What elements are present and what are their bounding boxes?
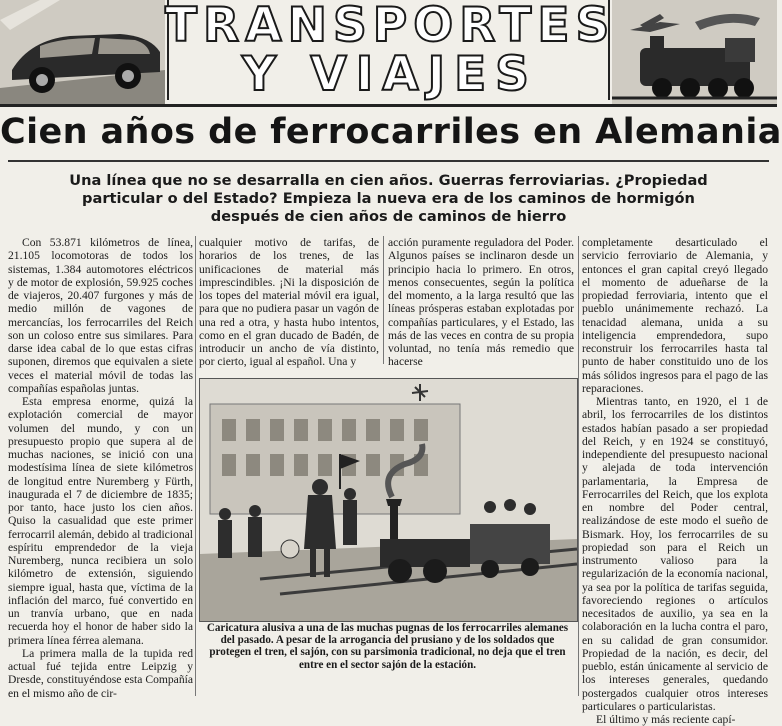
deck-line-3: después de cien años de caminos de hierro [210, 208, 567, 225]
column-1 [8, 236, 193, 700]
illustration-caption: Caricatura alusiva a una de las muchas pugnas de los ferrocarriles alemanes del pasado. A pesar de la arrogancia del prusiano y de los soldados que protegen el tren, el sajón, con su parsimonia tradicional, no deja que el tren entre en el sector sajón de la estación. [206, 622, 569, 671]
article-headline: Cien años de ferrocarriles en Alemania [0, 112, 782, 152]
column-3 [388, 236, 574, 369]
caricature-illustration [199, 378, 578, 622]
column-4-paragraph: completamente desarticulado el servicio ferroviario de Alemania, y entonces el gran capital creyó llegado el momento de adueñarse de la propiedad ferroviaria, intento que el pueblo unánimemente rechazó. La tenacidad alemana, unida a su inteligencia emprendedora, supo reconstruir los ferrocarriles hasta tal punto de haber constituido uno de los más sólidos ingresos para el pago de las reparaciones. [582, 236, 768, 395]
section-banner [0, 0, 777, 107]
car-illustration [0, 0, 165, 104]
banner-line-1: TRANSPORTES [165, 0, 616, 53]
column-divider [383, 236, 384, 364]
column-1-paragraph: La primera malla de la tupida red actual fué tejida entre Leipzig y Dresde, constituyéndose esta Compañía en el mismo año de cir- [8, 646, 193, 700]
column-2 [199, 236, 379, 369]
column-divider [578, 236, 579, 696]
column-1-paragraph: Con 53.871 kilómetros de línea, 21.105 locomotoras de todos los sistemas, 1.384 automotores eléctricos y de motor de explosión, 59.925 coches de viajeros, 20.407 furgones y más de medio millón de vagones de mercancías, los ferrocarriles del Reich son un coloso entre sus similares. Para darse idea cabal de lo que estas cifras suponen, diremos que equivalen a siete veces el material móvil de todas las compañías españolas juntas. [8, 236, 193, 395]
column-1-paragraph: Esta empresa enorme, quizá la explotación comercial de mayor volumen del mundo, y con un presupuesto propio que supera al de muchas naciones, se inició con una modestísima línea de siete kilómetros de longitud entre Nuremberg y Fürth, inaugurada el 7 de diciembre de 1835; por tanto, hace justo los cien años. Quiso la casualidad que este primer ferrocarril alemán, debido al tradicional espíritu emprendedor de la vieja Nuremberg, nunca recibiera un solo kilómetro de extensión, siguiendo siempre igual, hasta que, víctima de la inflación del marco, fué convertido en un tranvía urbano, que en nada recuerda hoy el honor de haber sido la primera línea férrea alemana. [8, 395, 193, 647]
column-3-paragraph: acción puramente reguladora del Poder. Algunos países se inclinaron desde un principio hacia lo primero. En otros, menos consecuentes, según la política del momento, a la larga resultó que las líneas prósperas estaban explotadas por compañías particulares, y el Estado, las más de las veces en contra de su propia voluntad, no tenía más remedio que hacerse [388, 236, 574, 369]
banner-title [165, 2, 615, 100]
column-4-paragraph: Mientras tanto, en 1920, el 1 de abril, los ferrocarriles de los distintos estados habían pasado a ser propiedad del Reich, y en 1924 se constituyó, independiente del presupuesto nacional y alejada de toda intervención parlamentaria, la Empresa de Ferrocarriles del Reich, que los explota en nombre del Poder central, realizándose de este modo el sueño de Bismark. Hoy, los ferrocarriles de su propiedad son para el Reich un instrumento valioso para la regularización de la economía nacional, ya sea por la política de tarifas seguida, favoreciendo regiones o artículos necesitados de auxilio, ya sea en la colaboración en la lucha contra el paro, en su calidad de gran consumidor. Propiedad de la nación, es decir, del pueblo, están únicamente al servicio de los intereses generales, quedando postergados cualquier otros intereses particulares o particularistas. [582, 395, 768, 713]
column-4 [582, 236, 768, 726]
article-deck [18, 172, 759, 226]
deck-line-2: particular o del Estado? Empieza la nueva era de los caminos de hormigón [82, 190, 695, 207]
column-2-paragraph: cualquier motivo de tarifas, de horarios de los trenes, de las unificaciones de material más imprescindibles. ¡Ni la disposición de los topes del material móvil era igual, para que no pudiera pasar un vagón de una red a otra, y hasta hubo intentos, como en el gran ducado de Badén, de introducir un ancho de vía distinto, por cierto, igual al español. Una y [199, 236, 379, 369]
locomotive-illustration [612, 0, 777, 104]
column-divider [195, 236, 196, 696]
banner-line-2: Y VIAJES [241, 47, 539, 102]
column-4-paragraph: El último y más reciente capí- [596, 713, 736, 726]
deck-line-1: Una línea que no se desarralla en cien años. Guerras ferroviarias. ¿Propiedad [69, 172, 708, 189]
headline-rule [8, 160, 769, 162]
